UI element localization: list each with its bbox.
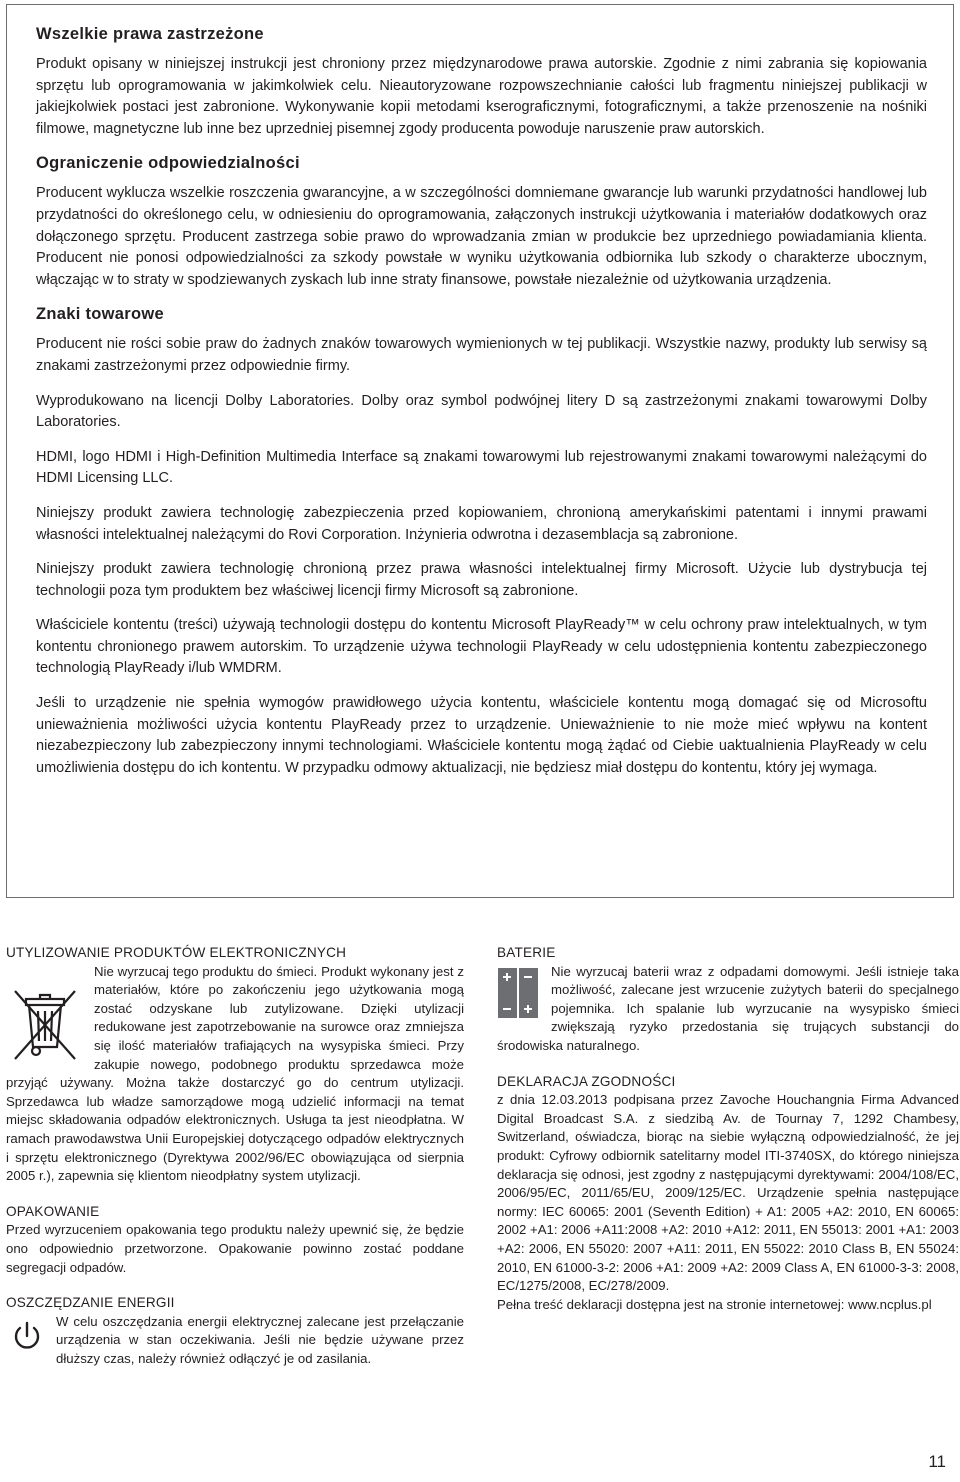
declaration-text: z dnia 12.03.2013 podpisana przez Zavoche Houchangnia Firma Advanced Digital Broadcast S.A. z siedzibą Av. de Tournay 7, 1292 Chambesy, Switzerland, oświadcza, biorąc na siebie wyłączną odpowiedzialność, że jej produkt: Cyfrowy odbiornik satelitarny model ITI-3740SX, do którego niniejsza deklaracja się odnosi, jest zgodny z następującymi dyrektywami: 2004/108/EC, 2006/95/EC, 2011/65/EU, 2009/125/EC. Urządzenie spełnia następujące normy: IEC 60065: 2001 (Seventh Edition) + A1: 2005 +A2: 2010, EN 60065: 2002 +A1: 2006 +A11:2008 +A2: 2010 +A12: 2011, EN 55013: 2001 +A1: 2003 +A2: 2006, EN 55020: 2007 +A11: 2011, EN 55022: 2010 Class B, EN 55024: 2010, EN 61000-3-2: 2006 +A1: 2009 +A2: 2009 Class A, EN 61000-3-3: 2008, EC/1275/2008, EC/278/2009.: [497, 1092, 959, 1294]
legal-notice-box: [6, 4, 954, 898]
rights-title: Wszelkie prawa zastrzeżone: [36, 25, 264, 43]
right-column: [497, 944, 959, 1314]
trademarks-paragraph: Właściciele kontentu (treści) używają technologii dostępu do kontentu Microsoft PlayReady™ w celu ochrony praw intelektualnych, w tym kontentu chronionego prawem autorskim. To urządzenie używa technologii PlayReady w celu udostępnienia kontentu zabezpieczonego technologią PlayReady i/lub WMDRM.: [36, 617, 927, 677]
trademarks-paragraph: Wyprodukowano na licencji Dolby Laboratories. Dolby oraz symbol podwójnej litery D są zastrzeżonymi znakami towarowymi Dolby Laboratories.: [36, 392, 927, 431]
trademarks-paragraph: Niniejszy produkt zawiera technologię chronioną przez prawa własności intelektualnej firmy Microsoft. Użycie lub dystrybucja tej technologii poza tym produktem bez właściwej licencji firmy Microsoft są zabronione.: [36, 561, 927, 599]
packaging-title: OPAKOWANIE: [6, 1203, 100, 1219]
page-number: 11: [928, 1452, 946, 1471]
trademarks-paragraph: Niniejszy produkt zawiera technologię zabezpieczenia przed kopiowaniem, chronioną amerykańskimi patentami i innymi prawami własności intelektualnej należącymi do Rovi Corporation. Inżynieria odwrotna i dezasemblacja są zabronione.: [36, 504, 927, 543]
declaration-full-text-note: Pełna treść deklaracji dostępna jest na stronie internetowej: www.ncplus.pl: [497, 1296, 932, 1312]
energy-text: W celu oszczędzania energii elektrycznej zalecane jest przełączanie urządzenia w stan oczekiwania. Jeśli nie będzie używane przez dłuższy czas, należy również odłączyć je od zasilania.: [56, 1313, 464, 1366]
crossed-out-bin-icon: [10, 985, 80, 1067]
batteries-title: BATERIE: [497, 945, 556, 960]
power-icon: [10, 1319, 44, 1353]
weee-text: Nie wyrzucaj tego produktu do śmieci. Produkt wykonany jest z materiałów, które po zakończeniu jego użytkowania mogą zostać odzyskane lub zutylizowane. Dzięki utylizacji redukowane jest zapotrzebowanie na surowce oraz zmniejsza się ilość materiałów trafiających na wysypiska śmieci. Przy zakupie nowego, podobnego produktu sprzedawca może przyjąć używany. Można także dostarczyć go do centrum utylizacji. Sprzedawca lub władze samorządowe mogą udzielić informacji na temat miejsc składowania odpadów elektronicznych. Usługa ta jest nieodpłatna. W ramach prawodawstwa Unii Europejskiej dotyczącego odpadów elektrycznych i sprzętu elektronicznego (Dyrektywa 2002/96/EC obowiązująca od sierpnia 2005 r.), zapewnia się klientom nieodpłatny system utylizacji.: [6, 963, 464, 1184]
packaging-text: Przed wyrzuceniem opakowania tego produktu należy upewnić się, że będzie ono odpowiednio przetworzone. Opakowanie powinno zostać poddane segregacji odpadów.: [6, 1222, 464, 1275]
weee-title: UTYLIZOWANIE PRODUKTÓW ELEKTRONICZNYCH: [6, 945, 347, 960]
energy-title: OSZCZĘDZANIE ENERGII: [6, 1295, 175, 1311]
trademarks-title: Znaki towarowe: [36, 305, 164, 324]
batteries-text: Nie wyrzucaj baterii wraz z odpadami domowymi. Jeśli istnieje taka możliwość, zalecane jest wrzucenie zużytych baterii do specjalnego pojemnika. Ich spalanie lub wyrzucanie na wysypisko śmieci zwiększają ryzyko przedostania się trujących substancji do środowiska naturalnego.: [497, 963, 959, 1053]
declaration-title: DEKLARACJA ZGODNOŚCI: [497, 1073, 676, 1089]
left-column: [6, 944, 464, 1368]
liability-text: Producent wyklucza wszelkie roszczenia gwarancyjne, a w szczególności domniemane gwarancje lub warunki przydatności handlowej lub przydatności do określonego celu, w odniesieniu do oprogramowania, załączonych instrukcji użytkowania i materiałów dodatkowych oraz dołączonego sprzętu. Producent zastrzega sobie prawo do wprowadzania zmian w produkcie bez uprzedniego powiadamiania klienta. Producent nie ponosi odpowiedzialności za szkody powstałe w wyniku użytkowania odbiornika lub szkody o charakterze ubocznym, włączając w to straty w spodziewanych zyskach lub inne straty finansowe, powstałe niezależnie od użytkowania urządzenia.: [36, 185, 927, 288]
battery-icon: [497, 965, 539, 1021]
trademarks-paragraph: Jeśli to urządzenie nie spełnia wymogów prawidłowego użycia kontentu, właściciele kontentu mogą domagać się od Microsoftu unieważnienia możliwości użycia kontentu PlayReady przez to urządzenie. Unieważnienie to nie może mieć wpływu na kontent niezabezpieczony lub zabezpieczony innymi technologiami. Właściciele kontentu mogą żądać od Ciebie uaktualnienia PlayReady w celu umożliwienia dostępu do ich kontentu. W przypadku odmowy aktualizacji, nie będziesz miał dostępu do kontentu, który jej wymaga.: [36, 695, 927, 776]
trademarks-paragraph: Producent nie rości sobie praw do żadnych znaków towarowych wymienionych w tej publikacji. Wszystkie nazwy, produkty lub serwisy są znakami zastrzeżonymi przez odpowiednie firmy.: [36, 336, 927, 374]
liability-title: Ograniczenie odpowiedzialności: [36, 154, 300, 173]
rights-text: Produkt opisany w niniejszej instrukcji jest chroniony przez międzynarodowe prawa autorskie. Zgodnie z nimi zabrania się kopiowania sprzętu lub oprogramowania w jakimkolwiek celu. Nieautoryzowane rozpowszechnianie całości lub fragmentu niniejszej publikacji w jakiejkolwiek postaci jest zabronione. Wykonywanie kopii metodami kserograficznymi, fotograficznymi, a także przenoszenie na nośniki filmowe, magnetyczne lub inne bez uprzedniej pisemnej zgody producenta powoduje naruszenie praw autorskich.: [36, 56, 927, 137]
trademarks-paragraph: HDMI, logo HDMI i High-Definition Multimedia Interface są znakami towarowymi lub rejestrowanymi znakami towarowymi należącymi do HDMI Licensing LLC.: [36, 448, 927, 487]
